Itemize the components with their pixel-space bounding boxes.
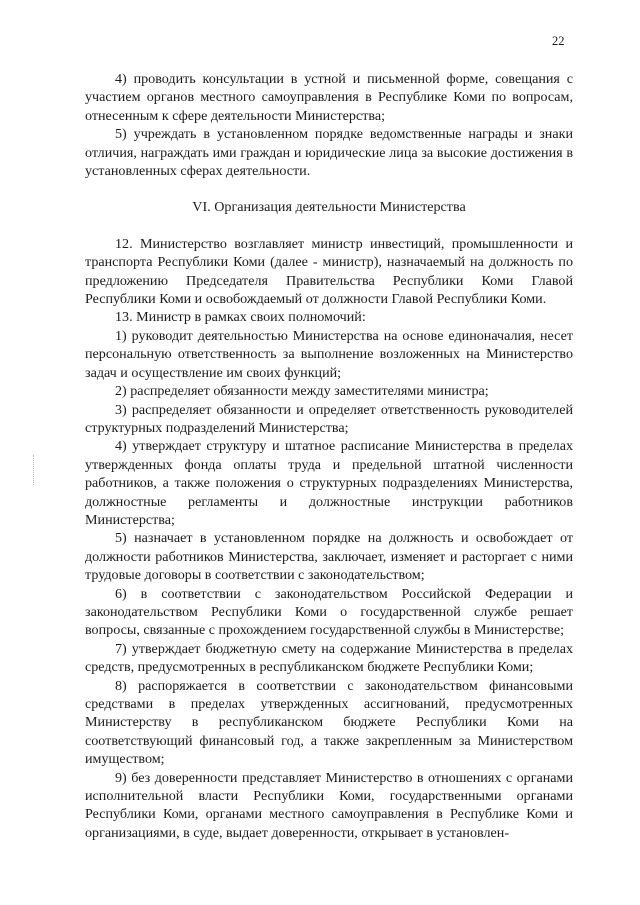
page-number: 22 bbox=[552, 34, 565, 48]
section-heading: VI. Организация деятельности Министерства bbox=[192, 199, 466, 216]
list-item: 6) в соответствии с законодательством Российской Федерации и законодательством Республики Коми о государственной службе решает вопросы, связанные с прохождением государственной службы в Министерстве; bbox=[85, 585, 573, 639]
list-item: 5) учреждать в установленном порядке ведомственные награды и знаки отличия, награждать ими граждан и юридические лица за высокие достижения в установленных сферах деятельности. bbox=[85, 126, 573, 180]
margin-mark bbox=[33, 455, 35, 485]
list-item: 3) распределяет обязанности и определяет ответственность руководителей структурных подразделений Министерства; bbox=[85, 401, 573, 436]
list-item: 2) распределяет обязанности между заместителями министра; bbox=[115, 383, 489, 400]
paragraph: 12. Министерство возглавляет министр инвестиций, промышленности и транспорта Республики Коми (далее - министр), назначаемый на должность по предложению Председателя Правительства Республики Коми Главой Республики Коми и освобождаемый от должности Главой Республики Коми. bbox=[85, 235, 573, 308]
list-item: 9) без доверенности представляет Министерство в отношениях с органами исполнительной власти Республики Коми, государственными органами Республики Коми, органами местного самоуправления в Республике Коми и организациями, в суде, выдает доверенности, открывает в установлен- bbox=[85, 769, 573, 841]
paragraph: 13. Министр в рамках своих полномочий: bbox=[115, 309, 366, 326]
list-item: 8) распоряжается в соответствии с законодательством финансовыми средствами в пределах утвержденных ассигнований, предусмотренных Министерству в республиканском бюджете Республики Коми на соответствующий финансовый год, а также закрепленным за Министерством имуществом; bbox=[85, 677, 573, 768]
list-item: 7) утверждает бюджетную смету на содержание Министерства в пределах средств, предусмотренных в республиканском бюджете Республики Коми; bbox=[85, 640, 573, 676]
list-item: 4) утверждает структуру и штатное расписание Министерства в пределах утвержденных фонда оплаты труда и предельной штатной численности работников, а также положения о структурных подразделениях Министерства, должностные регламенты и должностные инструкции работников Министерства; bbox=[85, 438, 573, 528]
list-item: 4) проводить консультации в устной и письменной форме, совещания с участием органов местного самоуправления в Республике Коми по вопросам, отнесенным к сфере деятельности Министерства; bbox=[85, 71, 573, 124]
document-body bbox=[85, 70, 573, 842]
list-item: 1) руководит деятельностью Министерства на основе единоначалия, несет персональную ответственность за выполнение возложенных на Министерство задач и осуществление им своих функций; bbox=[85, 327, 573, 381]
list-item: 5) назначает в установленном порядке на должность и освобождает от должности работников Министерства, заключает, изменяет и расторгает с ними трудовые договоры в соответствии с законодательством; bbox=[85, 530, 573, 584]
